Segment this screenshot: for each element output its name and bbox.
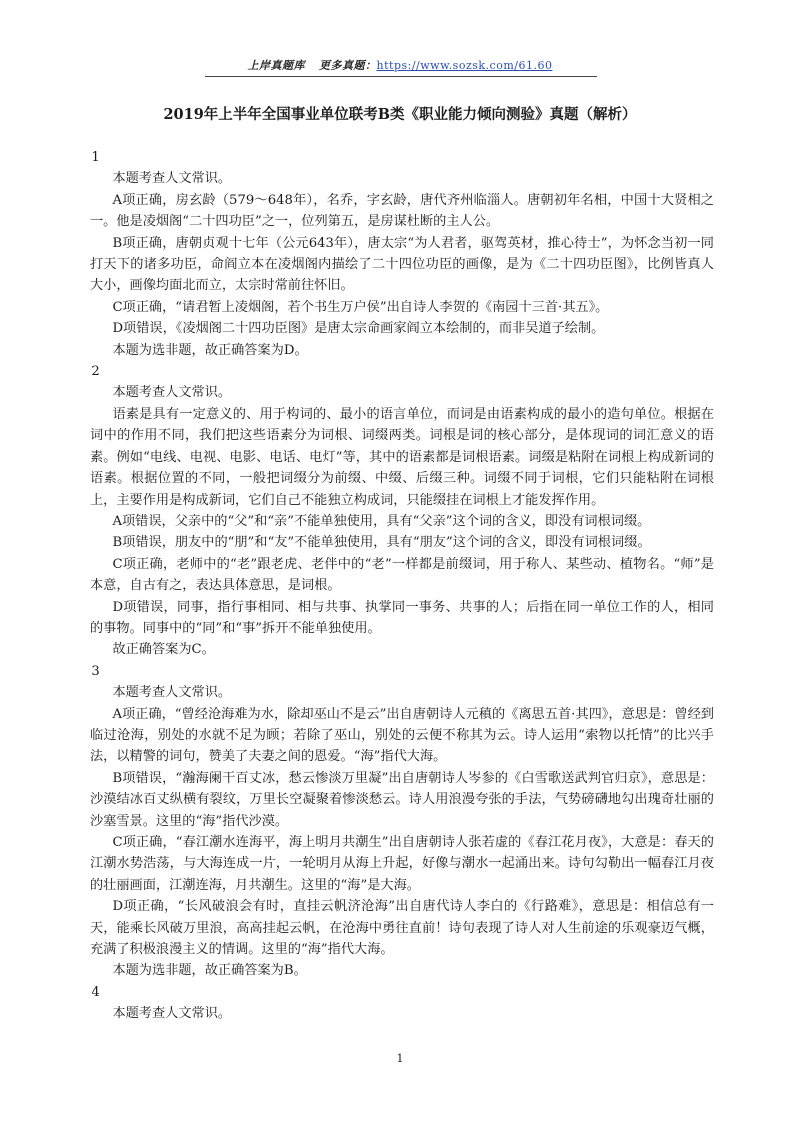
page-number: 1 bbox=[396, 1052, 404, 1065]
body-paragraph: A项正确，“曾经沧海难为水，除却巫山不是云”出自唐朝诗人元稹的《离思五首·其四》，意思是：曾经到临过沧海，别处的水就不足为顾；若除了巫山，别处的云便不称其为云。诗人运用“索物以托情”的比兴手法，以精警的词句，赞美了夫妻之间的恩爱。“海”指代大海。 bbox=[90, 706, 714, 765]
body-paragraph: D项错误，同事，指行事相同、相与共事、执掌同一事务、共事的人；后指在同一单位工作的人，相同的事物。同事中的“同”和“事”拆开不能单独使用。 bbox=[90, 599, 714, 636]
document-body bbox=[90, 147, 714, 1025]
document-title: 2019年上半年全国事业单位联考B类《职业能力倾向测验》真题（解析） bbox=[163, 106, 637, 123]
body-paragraph: D项正确，“长风破浪会有时，直挂云帆济沧海”出自唐代诗人李白的《行路难》，意思是：相信总有一天，能乘长风破万里浪，高高挂起云帆，在沧海中勇往直前！诗句表现了诗人对人生前途的乐观豪迈气概，充满了积极浪漫主义的情调。这里的“海”指代大海。 bbox=[90, 899, 714, 958]
body-paragraph: B项错误，朋友中的“朋”和“友”不能单独使用，具有“朋友”这个词的含义，即没有词根词缀。 bbox=[112, 535, 651, 551]
question-number: 2 bbox=[91, 364, 100, 380]
question-number: 4 bbox=[91, 984, 100, 1000]
body-paragraph: B项错误，“瀚海阑干百丈冰，愁云惨淡万里凝”出自唐朝诗人岑参的《白雪歌送武判官归京》，意思是：沙漠结冰百丈纵横有裂纹，万里长空凝聚着惨淡愁云。诗人用浪漫夸张的手法，气势磅礴地勾出瑰奇壮丽的沙塞雪景。这里的“海”指代沙漠。 bbox=[90, 770, 714, 829]
question-number: 1 bbox=[91, 150, 100, 165]
header-url-link[interactable]: https://www.sozsk.com/61.60 bbox=[376, 59, 553, 72]
body-paragraph: 本题考查人文常识。 bbox=[112, 685, 232, 701]
header-more-label: 更多真题： bbox=[319, 59, 377, 72]
body-paragraph: 本题考查人文常识。 bbox=[112, 385, 232, 401]
header-brand: 上岸真题库 bbox=[247, 59, 306, 72]
body-paragraph: 故正确答案为C。 bbox=[112, 642, 215, 658]
body-paragraph: A项错误，父亲中的“父”和“亲”不能单独使用，具有“父亲”这个词的含义，即没有词根词缀。 bbox=[112, 513, 651, 529]
body-paragraph: 语素是具有一定意义的、用于构词的、最小的语言单位，而词是由语素构成的最小的造句单位。根据在词中的作用不同，我们把这些语素分为词根、词缀两类。词根是词的核心部分，是体现词的词汇意义的语素。例如“电线、电视、电影、电话、电灯”等，其中的语素都是词根语素。词缀是粘附在词根上构成新词的语素。根据位置的不同，一般把词缀分为前缀、中缀、后缀三种。词缀不同于词根，它们只能粘附在词根上，主要作用是构成新词，它们自己不能独立构成词，只能缀挂在词根上才能发挥作用。 bbox=[90, 406, 714, 508]
body-paragraph: C项正确，“请君暂上凌烟阁，若个书生万户侯”出自诗人李贺的《南园十三首·其五》。 bbox=[112, 299, 609, 315]
body-paragraph: C项正确，“春江潮水连海平，海上明月共潮生”出自唐朝诗人张若虚的《春江花月夜》，大意是：春天的江潮水势浩荡，与大海连成一片，一轮明月从海上升起，好像与潮水一起涌出来。诗句勾勒出一幅春江月夜的壮丽画面，江潮连海，月共潮生。这里的“海”是大海。 bbox=[90, 835, 714, 893]
body-paragraph: C项正确，老师中的“老”跟老虎、老伴中的“老”一样都是前缀词，用于称人、某些动、植物名。“师”是本意，自古有之，表达具体意思，是词根。 bbox=[90, 556, 714, 594]
body-paragraph: 本题考查人文常识。 bbox=[112, 171, 232, 187]
body-paragraph: 本题为选非题，故正确答案为D。 bbox=[112, 342, 308, 358]
body-paragraph: A项正确，房玄龄（579～648年），名乔，字玄龄，唐代齐州临淄人。唐朝初年名相，中国十大贤相之一。他是凌烟阁“二十四功臣”之一，位列第五，是房谋杜断的主人公。 bbox=[90, 192, 714, 230]
body-paragraph: 本题为选非题，故正确答案为B。 bbox=[112, 963, 307, 979]
page-header bbox=[0, 57, 800, 73]
body-paragraph: B项正确，唐朝贞观十七年（公元643年），唐太宗“为人君者，驱驾英材，推心待士”，为怀念当初一同打天下的诸多功臣，命阎立本在凌烟阁内描绘了二十四位功臣的画像，是为《二十四功臣图》，比例皆真人大小，画像均面北而立，太宗时常前往怀旧。 bbox=[90, 235, 714, 294]
body-paragraph: 本题考查人文常识。 bbox=[112, 1006, 232, 1022]
question-number: 3 bbox=[91, 663, 100, 679]
body-paragraph: D项错误，《凌烟阁二十四功臣图》是唐太宗命画家阎立本绘制的，而非吴道子绘制。 bbox=[112, 321, 605, 337]
header-divider bbox=[205, 76, 597, 77]
